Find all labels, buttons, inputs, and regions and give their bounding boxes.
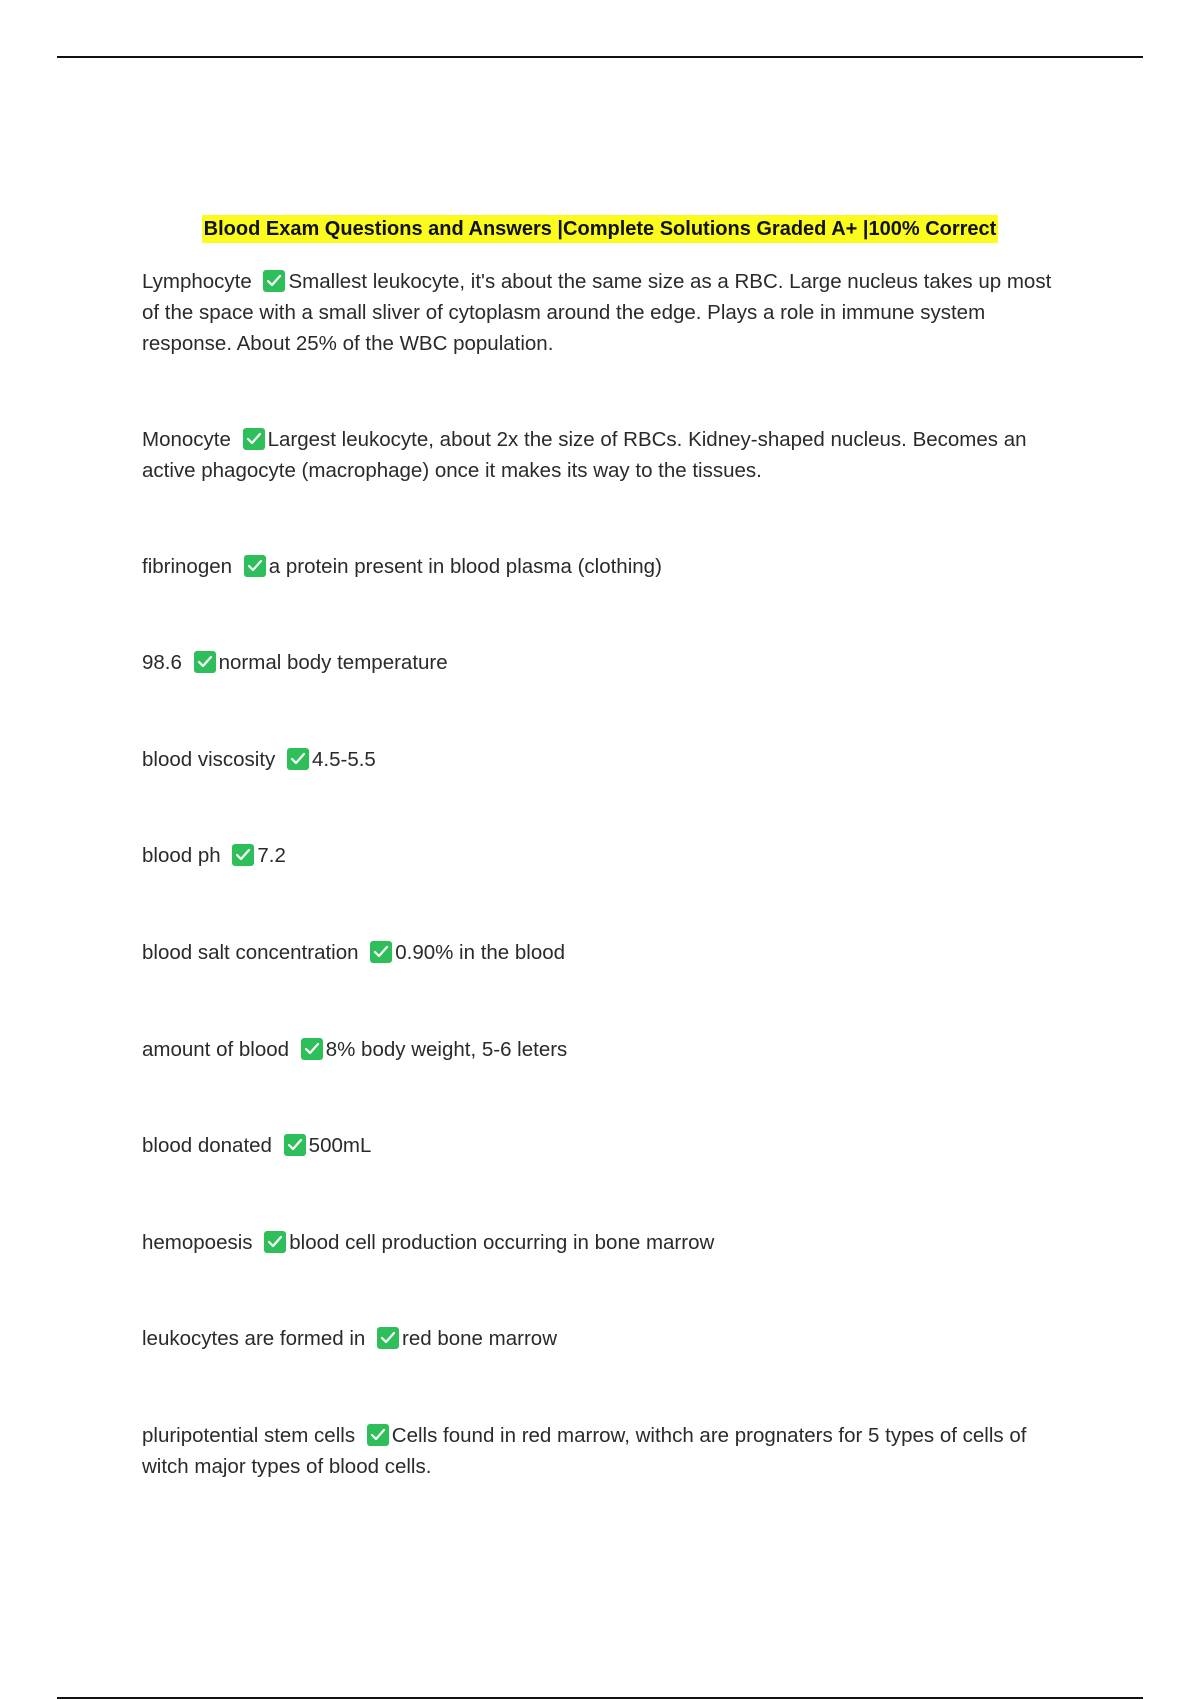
check-icon: [194, 651, 216, 673]
qa-answer: red bone marrow: [402, 1327, 557, 1350]
qa-term: blood viscosity: [142, 748, 276, 771]
qa-term: hemopoesis: [142, 1231, 253, 1254]
qa-answer: 8% body weight, 5-6 leters: [325, 1038, 568, 1061]
qa-item: [142, 1227, 1062, 1258]
qa-term: 98.6: [142, 651, 182, 674]
qa-item: [142, 1323, 1062, 1354]
qa-item: [142, 266, 1062, 359]
qa-term: Monocyte: [142, 428, 231, 451]
qa-answer: Cells found in red marrow, withch are prognaters for 5 types of cells of witch major types of blood cells.: [142, 1424, 1027, 1478]
check-icon: [287, 748, 309, 770]
qa-item: [142, 937, 1062, 968]
top-rule: [57, 56, 1143, 58]
check-icon: [263, 270, 285, 292]
title-container: [0, 215, 1200, 243]
qa-item: [142, 1420, 1062, 1482]
qa-item: [142, 840, 1062, 871]
qa-item: [142, 744, 1062, 775]
qa-term: fibrinogen: [142, 555, 233, 578]
qa-answer: Smallest leukocyte, it's about the same size as a RBC. Large nucleus takes up most of the space with a small sliver of cytoplasm around the edge. Plays a role in immune system response. About 25% of the WBC population.: [142, 270, 1052, 355]
check-icon: [232, 844, 254, 866]
qa-term: Lymphocyte: [142, 270, 252, 293]
check-icon: [370, 941, 392, 963]
check-icon: [284, 1134, 306, 1156]
qa-answer: blood cell production occurring in bone marrow: [289, 1231, 715, 1254]
check-icon: [367, 1424, 389, 1446]
qa-term: blood donated: [142, 1134, 272, 1157]
qa-answer: normal body temperature: [218, 651, 448, 674]
qa-item: [142, 1034, 1062, 1065]
qa-term: blood ph: [142, 844, 221, 867]
check-icon: [243, 428, 265, 450]
qa-term: blood salt concentration: [142, 941, 359, 964]
qa-item: [142, 647, 1062, 678]
qa-answer: 500mL: [308, 1134, 372, 1157]
qa-answer: 4.5-5.5: [312, 748, 376, 771]
qa-term: amount of blood: [142, 1038, 290, 1061]
qa-answer: 0.90% in the blood: [395, 941, 566, 964]
check-icon: [264, 1231, 286, 1253]
page-title: Blood Exam Questions and Answers |Complete Solutions Graded A+ |100% Correct: [202, 215, 999, 243]
qa-answer: Largest leukocyte, about 2x the size of RBCs. Kidney-shaped nucleus. Becomes an active phagocyte (macrophage) once it makes its way to the tissues.: [142, 428, 1027, 482]
qa-answer: a protein present in blood plasma (clothing): [268, 555, 662, 578]
qa-item: [142, 551, 1062, 582]
qa-term: leukocytes are formed in: [142, 1327, 366, 1350]
check-icon: [244, 555, 266, 577]
qa-answer: 7.2: [257, 844, 286, 867]
qa-term: pluripotential stem cells: [142, 1424, 356, 1447]
qa-item: [142, 424, 1062, 486]
bottom-rule: [57, 1697, 1143, 1699]
qa-item: [142, 1130, 1062, 1161]
check-icon: [301, 1038, 323, 1060]
check-icon: [377, 1327, 399, 1349]
